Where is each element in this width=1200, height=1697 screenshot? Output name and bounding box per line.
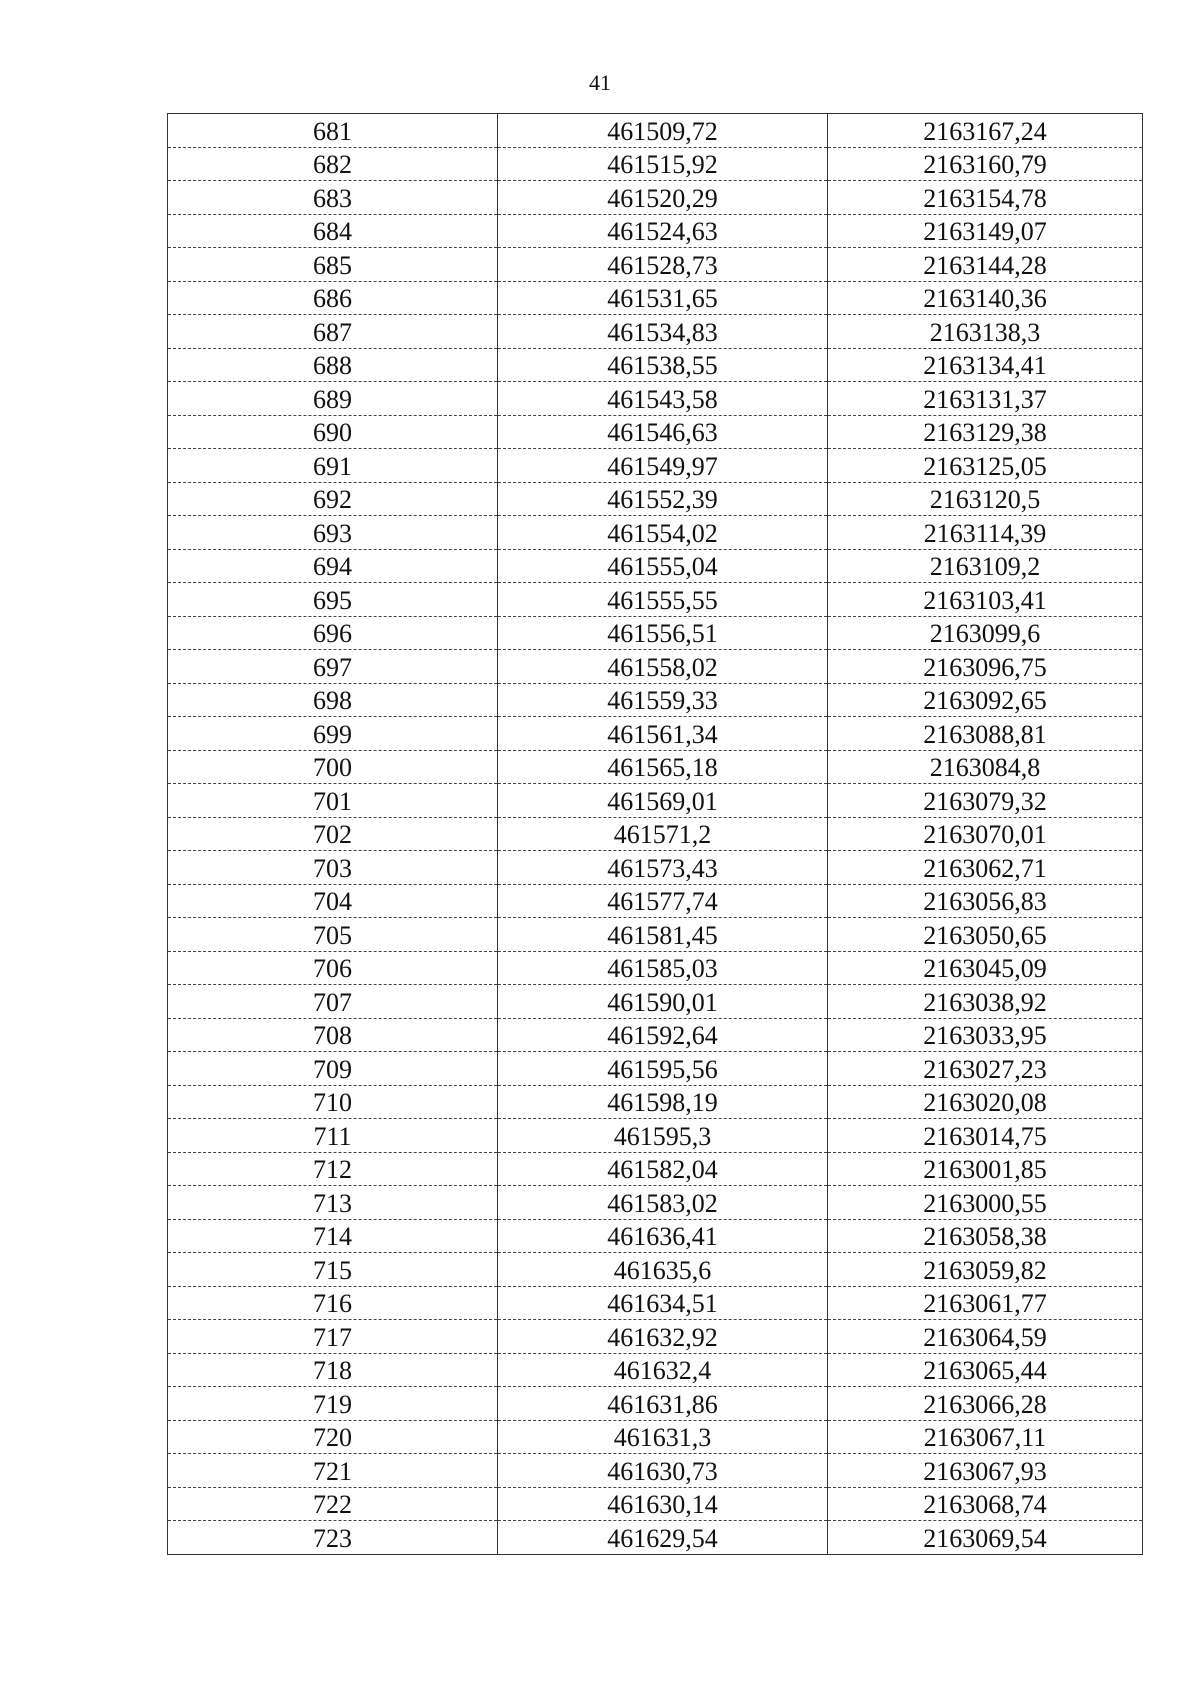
table-row: [168, 114, 1143, 148]
table-row: [168, 1253, 1143, 1287]
coordinate-x: 461629,54: [498, 1521, 828, 1555]
coordinate-y: 2163079,32: [828, 784, 1143, 818]
table-row: [168, 683, 1143, 717]
point-number: 716: [168, 1286, 498, 1320]
table-row: [168, 1487, 1143, 1521]
page-number: 41: [589, 70, 611, 95]
point-number: 705: [168, 918, 498, 952]
coordinate-x: 461558,02: [498, 650, 828, 684]
point-number: 706: [168, 951, 498, 985]
coordinate-y: 2163069,54: [828, 1521, 1143, 1555]
coordinates-table: [167, 113, 1143, 1555]
coordinate-x: 461573,43: [498, 851, 828, 885]
table-row: [168, 616, 1143, 650]
table-row: [168, 1387, 1143, 1421]
point-number: 696: [168, 616, 498, 650]
coordinate-x: 461636,41: [498, 1219, 828, 1253]
point-number: 699: [168, 717, 498, 751]
coordinate-y: 2163014,75: [828, 1119, 1143, 1153]
point-number: 683: [168, 181, 498, 215]
table-row: [168, 650, 1143, 684]
point-number: 690: [168, 415, 498, 449]
point-number: 721: [168, 1454, 498, 1488]
point-number: 697: [168, 650, 498, 684]
coordinate-x: 461595,3: [498, 1119, 828, 1153]
table-row: [168, 1085, 1143, 1119]
table-row: [168, 1454, 1143, 1488]
coordinate-y: 2163038,92: [828, 985, 1143, 1019]
point-number: 720: [168, 1420, 498, 1454]
coordinate-y: 2163056,83: [828, 884, 1143, 918]
coordinate-y: 2163138,3: [828, 315, 1143, 349]
point-number: 710: [168, 1085, 498, 1119]
coordinate-x: 461543,58: [498, 382, 828, 416]
point-number: 718: [168, 1353, 498, 1387]
coordinate-x: 461583,02: [498, 1186, 828, 1220]
point-number: 684: [168, 214, 498, 248]
coordinate-y: 2163140,36: [828, 281, 1143, 315]
coordinate-y: 2163045,09: [828, 951, 1143, 985]
point-number: 702: [168, 817, 498, 851]
coordinate-y: 2163050,65: [828, 918, 1143, 952]
coordinate-y: 2163129,38: [828, 415, 1143, 449]
table-row: [168, 951, 1143, 985]
point-number: 687: [168, 315, 498, 349]
table-row: [168, 415, 1143, 449]
coordinate-y: 2163125,05: [828, 449, 1143, 483]
coordinate-x: 461534,83: [498, 315, 828, 349]
table-row: [168, 281, 1143, 315]
point-number: 713: [168, 1186, 498, 1220]
coordinate-y: 2163167,24: [828, 114, 1143, 148]
coordinate-y: 2163066,28: [828, 1387, 1143, 1421]
coordinate-y: 2163061,77: [828, 1286, 1143, 1320]
coordinates-table-body: [168, 114, 1143, 1555]
table-row: [168, 248, 1143, 282]
coordinate-y: 2163120,5: [828, 482, 1143, 516]
coordinate-y: 2163103,41: [828, 583, 1143, 617]
coordinate-y: 2163131,37: [828, 382, 1143, 416]
coordinate-y: 2163064,59: [828, 1320, 1143, 1354]
table-row: [168, 1420, 1143, 1454]
coordinate-y: 2163070,01: [828, 817, 1143, 851]
coordinate-y: 2163144,28: [828, 248, 1143, 282]
coordinate-y: 2163099,6: [828, 616, 1143, 650]
point-number: 709: [168, 1052, 498, 1086]
point-number: 714: [168, 1219, 498, 1253]
table-row: [168, 1219, 1143, 1253]
coordinate-y: 2163067,93: [828, 1454, 1143, 1488]
table-row: [168, 1052, 1143, 1086]
coordinate-x: 461631,3: [498, 1420, 828, 1454]
table-row: [168, 449, 1143, 483]
coordinate-x: 461569,01: [498, 784, 828, 818]
coordinate-y: 2163084,8: [828, 750, 1143, 784]
point-number: 685: [168, 248, 498, 282]
coordinate-x: 461630,14: [498, 1487, 828, 1521]
coordinate-x: 461559,33: [498, 683, 828, 717]
coordinate-x: 461524,63: [498, 214, 828, 248]
point-number: 712: [168, 1152, 498, 1186]
point-number: 698: [168, 683, 498, 717]
point-number: 689: [168, 382, 498, 416]
table-row: [168, 918, 1143, 952]
table-row: [168, 583, 1143, 617]
coordinate-y: 2163134,41: [828, 348, 1143, 382]
table-row: [168, 1320, 1143, 1354]
table-row: [168, 1152, 1143, 1186]
coordinate-x: 461598,19: [498, 1085, 828, 1119]
table-row: [168, 851, 1143, 885]
coordinate-x: 461577,74: [498, 884, 828, 918]
table-row: [168, 516, 1143, 550]
table-row: [168, 181, 1143, 215]
coordinate-y: 2163109,2: [828, 549, 1143, 583]
coordinate-x: 461585,03: [498, 951, 828, 985]
table-row: [168, 382, 1143, 416]
point-number: 722: [168, 1487, 498, 1521]
point-number: 681: [168, 114, 498, 148]
table-row: [168, 1018, 1143, 1052]
table-row: [168, 884, 1143, 918]
point-number: 686: [168, 281, 498, 315]
point-number: 691: [168, 449, 498, 483]
coordinate-x: 461538,55: [498, 348, 828, 382]
point-number: 694: [168, 549, 498, 583]
point-number: 700: [168, 750, 498, 784]
table-row: [168, 1521, 1143, 1555]
coordinate-x: 461515,92: [498, 147, 828, 181]
table-row: [168, 717, 1143, 751]
coordinate-y: 2163027,23: [828, 1052, 1143, 1086]
coordinate-x: 461554,02: [498, 516, 828, 550]
point-number: 704: [168, 884, 498, 918]
coordinate-x: 461571,2: [498, 817, 828, 851]
point-number: 707: [168, 985, 498, 1019]
point-number: 688: [168, 348, 498, 382]
point-number: 715: [168, 1253, 498, 1287]
point-number: 703: [168, 851, 498, 885]
table-row: [168, 549, 1143, 583]
table-row: [168, 315, 1143, 349]
coordinate-x: 461546,63: [498, 415, 828, 449]
table-row: [168, 147, 1143, 181]
coordinate-x: 461592,64: [498, 1018, 828, 1052]
coordinate-y: 2163000,55: [828, 1186, 1143, 1220]
point-number: 708: [168, 1018, 498, 1052]
point-number: 719: [168, 1387, 498, 1421]
coordinate-x: 461582,04: [498, 1152, 828, 1186]
table-row: [168, 214, 1143, 248]
coordinate-y: 2163088,81: [828, 717, 1143, 751]
table-row: [168, 750, 1143, 784]
coordinate-y: 2163062,71: [828, 851, 1143, 885]
coordinate-y: 2163020,08: [828, 1085, 1143, 1119]
coordinate-y: 2163059,82: [828, 1253, 1143, 1287]
coordinate-y: 2163114,39: [828, 516, 1143, 550]
point-number: 717: [168, 1320, 498, 1354]
coordinate-x: 461630,73: [498, 1454, 828, 1488]
coordinate-x: 461555,04: [498, 549, 828, 583]
coordinate-x: 461565,18: [498, 750, 828, 784]
table-row: [168, 784, 1143, 818]
coordinate-x: 461549,97: [498, 449, 828, 483]
point-number: 701: [168, 784, 498, 818]
table-row: [168, 817, 1143, 851]
coordinate-x: 461632,4: [498, 1353, 828, 1387]
table-row: [168, 1119, 1143, 1153]
coordinate-x: 461561,34: [498, 717, 828, 751]
coordinate-y: 2163096,75: [828, 650, 1143, 684]
coordinate-y: 2163154,78: [828, 181, 1143, 215]
coordinate-x: 461632,92: [498, 1320, 828, 1354]
table-row: [168, 985, 1143, 1019]
point-number: 693: [168, 516, 498, 550]
coordinate-x: 461581,45: [498, 918, 828, 952]
coordinate-y: 2163067,11: [828, 1420, 1143, 1454]
point-number: 695: [168, 583, 498, 617]
point-number: 682: [168, 147, 498, 181]
table-row: [168, 1286, 1143, 1320]
coordinate-y: 2163001,85: [828, 1152, 1143, 1186]
coordinate-x: 461634,51: [498, 1286, 828, 1320]
coordinate-x: 461531,65: [498, 281, 828, 315]
coordinate-x: 461555,55: [498, 583, 828, 617]
coordinate-x: 461595,56: [498, 1052, 828, 1086]
table-row: [168, 1353, 1143, 1387]
table-row: [168, 482, 1143, 516]
table-row: [168, 1186, 1143, 1220]
point-number: 692: [168, 482, 498, 516]
coordinate-y: 2163065,44: [828, 1353, 1143, 1387]
coordinate-x: 461556,51: [498, 616, 828, 650]
coordinate-y: 2163149,07: [828, 214, 1143, 248]
coordinate-y: 2163092,65: [828, 683, 1143, 717]
table-row: [168, 348, 1143, 382]
coordinate-y: 2163033,95: [828, 1018, 1143, 1052]
coordinate-y: 2163160,79: [828, 147, 1143, 181]
coordinate-y: 2163058,38: [828, 1219, 1143, 1253]
coordinate-x: 461635,6: [498, 1253, 828, 1287]
coordinate-x: 461528,73: [498, 248, 828, 282]
coordinate-x: 461552,39: [498, 482, 828, 516]
point-number: 723: [168, 1521, 498, 1555]
coordinate-x: 461520,29: [498, 181, 828, 215]
coordinate-y: 2163068,74: [828, 1487, 1143, 1521]
coordinate-x: 461631,86: [498, 1387, 828, 1421]
point-number: 711: [168, 1119, 498, 1153]
coordinate-x: 461509,72: [498, 114, 828, 148]
coordinate-x: 461590,01: [498, 985, 828, 1019]
